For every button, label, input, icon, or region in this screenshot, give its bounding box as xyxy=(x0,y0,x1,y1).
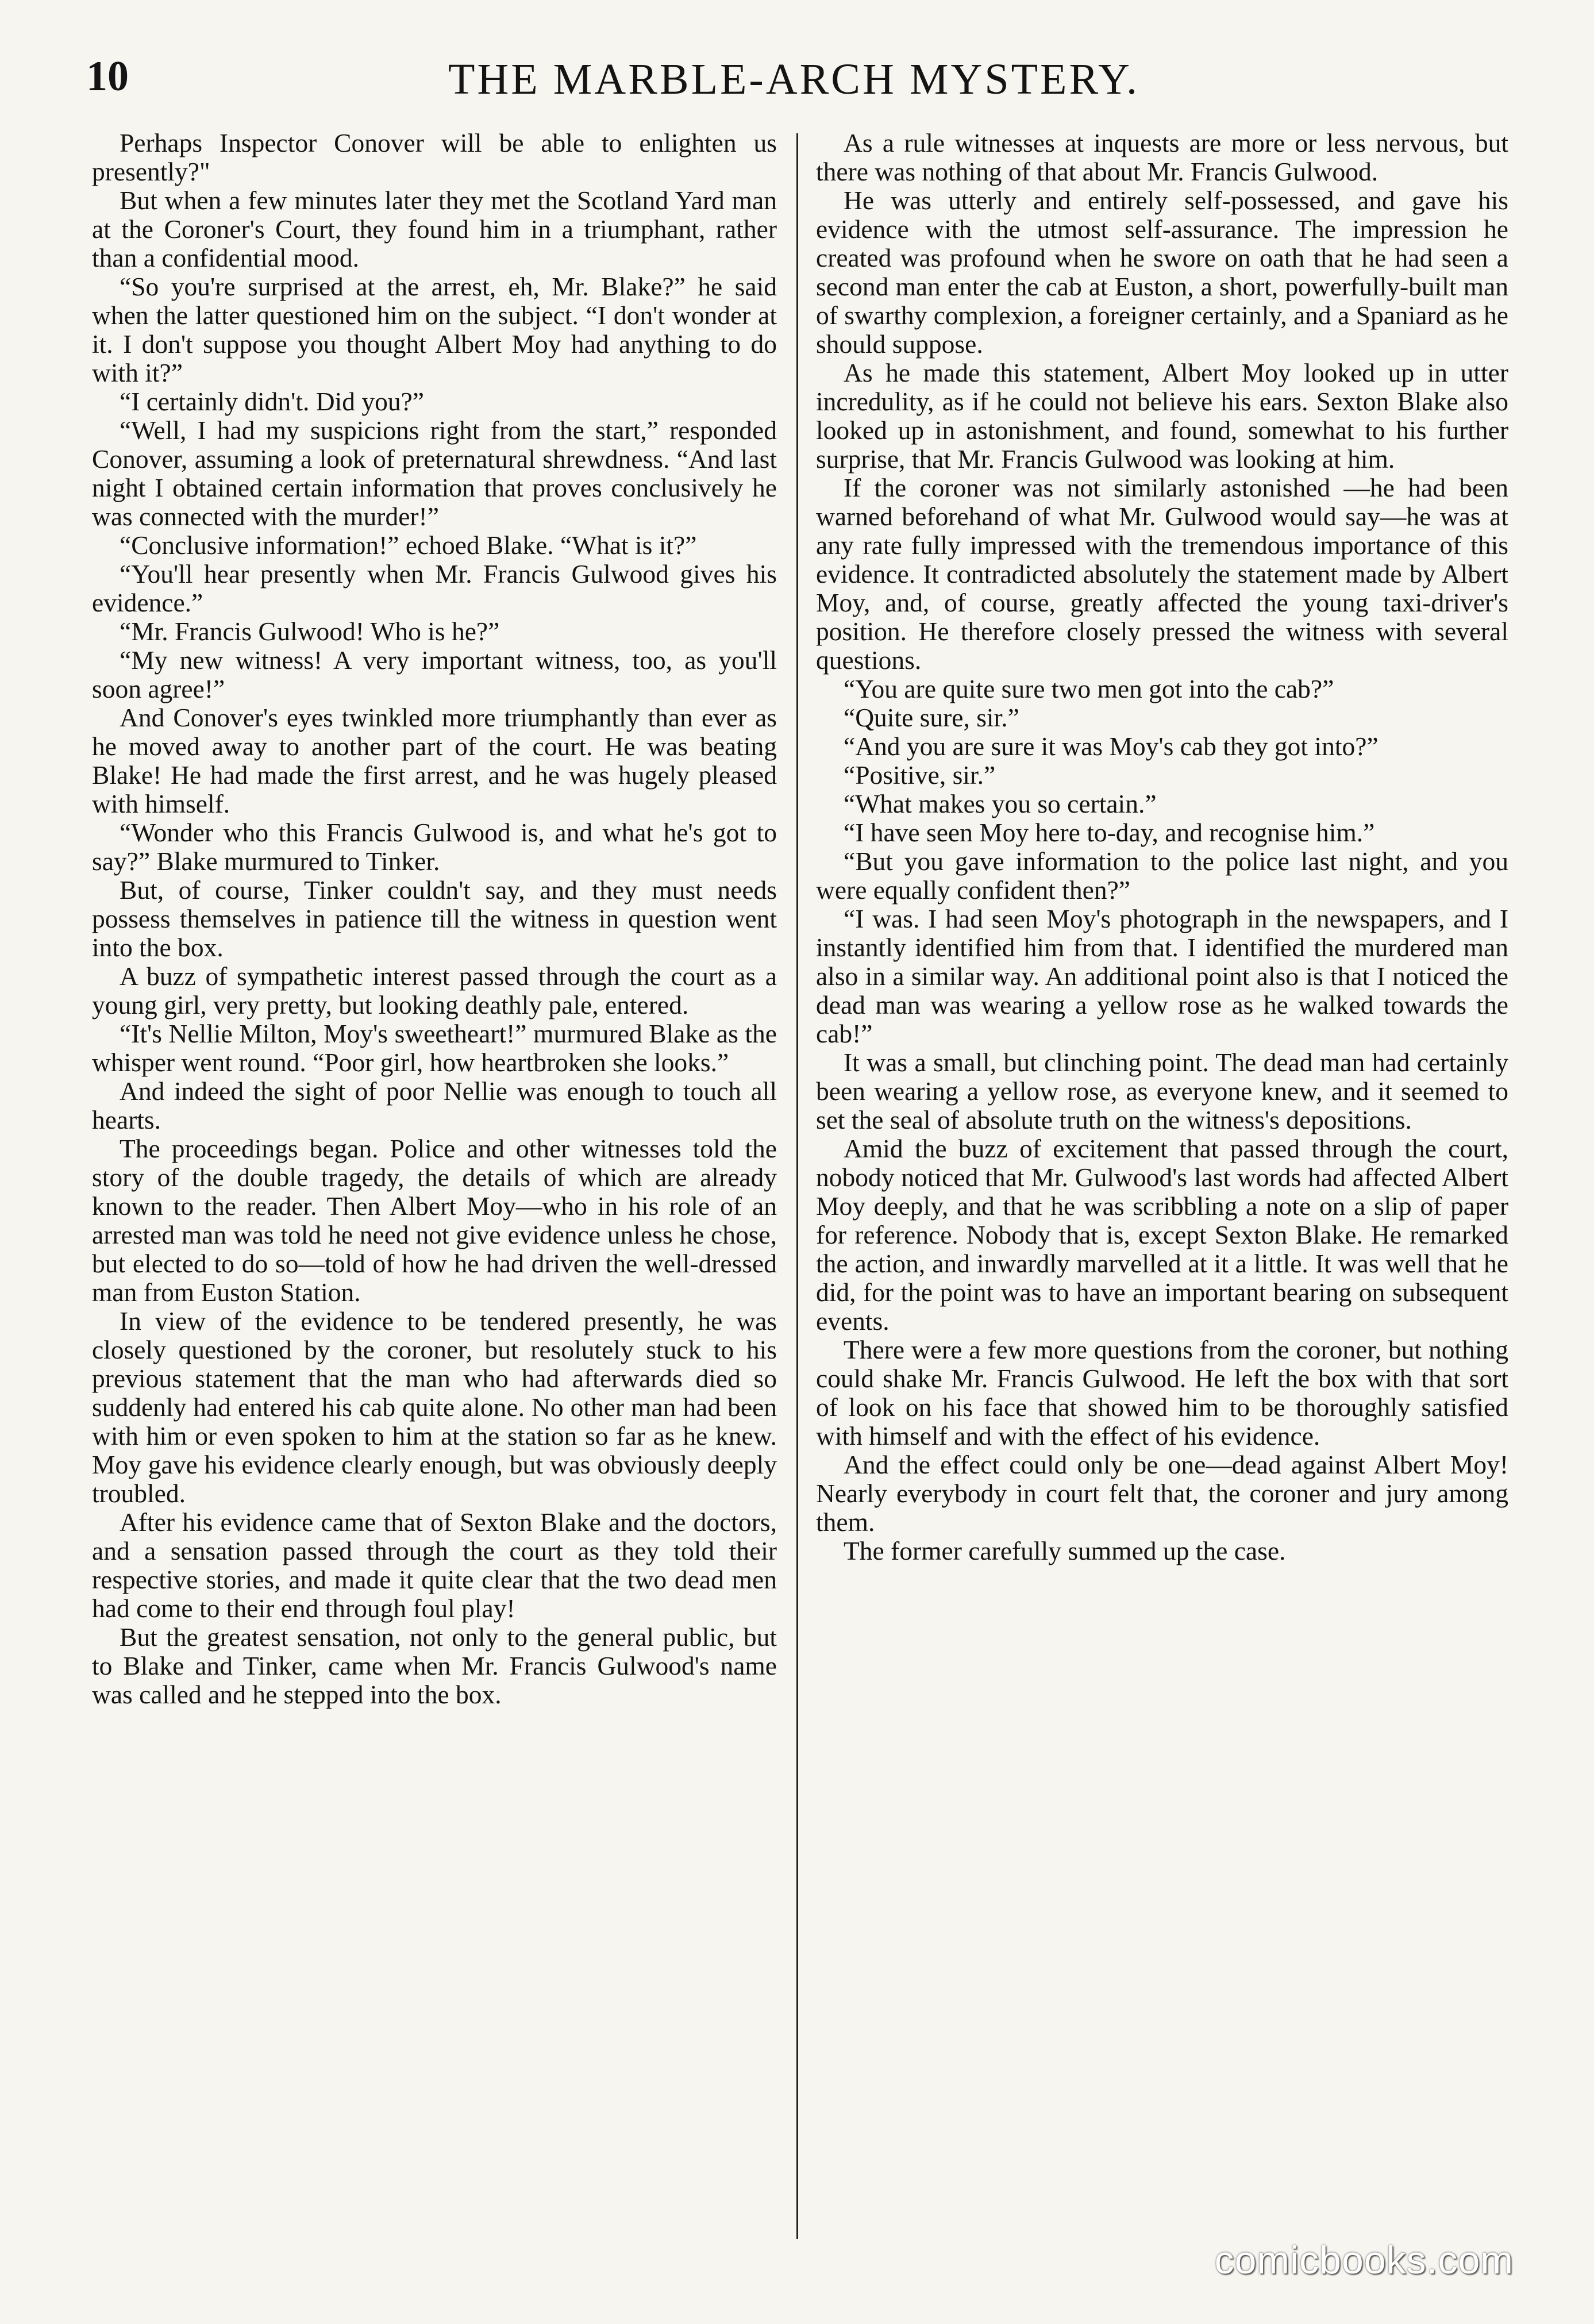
paragraph: Perhaps Inspector Conover will be able to enlighten us presently?" xyxy=(92,129,777,186)
column-divider xyxy=(796,133,798,2239)
paragraph: “It's Nellie Milton, Moy's sweetheart!” murmured Blake as the whisper went round. “Poor girl, how heartbroken she looks.” xyxy=(92,1019,777,1077)
paragraph: “Mr. Francis Gulwood! Who is he?” xyxy=(120,617,500,646)
paragraph: But, of course, Tinker couldn't say, and they must needs possess themselves in patience till the witness in question went into the box. xyxy=(92,875,777,962)
paragraph: And the effect could only be one—dead against Albert Moy! Nearly everybody in court felt that, the coroner and jury among them. xyxy=(816,1450,1508,1537)
page-number: 10 xyxy=(86,53,129,100)
paragraph: “I certainly didn't. Did you?” xyxy=(120,387,425,416)
paragraph: “You'll hear presently when Mr. Francis Gulwood gives his evidence.” xyxy=(92,559,777,617)
paragraph: “And you are sure it was Moy's cab they got into?” xyxy=(844,732,1379,761)
paragraph: “Positive, sir.” xyxy=(844,760,996,790)
paragraph: “Well, I had my suspicions right from the start,” responded Conover, assuming a look of preternatural shrewdness. “And last night I obtained certain information that proves conclusively he was connected with the murder!” xyxy=(92,415,777,531)
paragraph: But the greatest sensation, not only to the general public, but to Blake and Tinker, came when Mr. Francis Gulwood's name was called and he stepped into the box. xyxy=(92,1622,777,1709)
paragraph: Amid the buzz of excitement that passed through the court, nobody noticed that Mr. Gulwood's last words had affected Albert Moy deeply, and that he was scribbling a note on a slip of paper for reference. Nobody that is, except Sexton Blake. He remarked the action, and inwardly marvelled at it a little. It was well that he did, for the point was to have an important bearing on subsequent events. xyxy=(816,1134,1508,1336)
paragraph: “What makes you so certain.” xyxy=(844,789,1157,818)
paragraph: As a rule witnesses at inquests are more or less nervous, but there was nothing of that about Mr. Francis Gulwood. xyxy=(816,129,1508,186)
page-header-title: THE MARBLE-ARCH MYSTERY. xyxy=(448,55,1140,103)
paragraph: “Wonder who this Francis Gulwood is, and what he's got to say?” Blake murmured to Tinker. xyxy=(92,818,777,876)
paragraph: “But you gave information to the police last night, and you were equally confident then?” xyxy=(816,847,1508,905)
paragraph: There were a few more questions from the coroner, but nothing could shake Mr. Francis Gulwood. He left the box with that sort of look on his face that showed him to be thoroughly satisfied with himself and with the effect of his evidence. xyxy=(816,1335,1508,1450)
watermark: comicbooks.com xyxy=(1214,2238,1514,2282)
paragraph: “My new witness! A very important witness, too, as you'll soon agree!” xyxy=(92,645,777,703)
paragraph: He was utterly and entirely self-possessed, and gave his evidence with the utmost self-assurance. The impression he created was profound when he swore on oath that he had seen a second man enter the cab at Euston, a short, powerfully-built man of swarthy complexion, a foreigner certainly, and a Spaniard as he should suppose. xyxy=(816,186,1508,359)
paragraph: “You are quite sure two men got into the cab?” xyxy=(844,674,1334,703)
paragraph: In view of the evidence to be tendered presently, he was closely questioned by the coroner, but resolutely stuck to his previous statement that the man who had afterwards died so suddenly had entered his cab quite alone. No other man had been with him or even spoken to him at the station so far as he knew. Moy gave his evidence clearly enough, but was obviously deeply troubled. xyxy=(92,1306,777,1508)
paragraph: “So you're surprised at the arrest, eh, Mr. Blake?” he said when the latter questioned him on the subject. “I don't wonder at it. I don't suppose you thought Albert Moy had anything to do with it?” xyxy=(92,272,777,387)
paragraph: The proceedings began. Police and other witnesses told the story of the double tragedy, the details of which are already known to the reader. Then Albert Moy—who in his role of an arrested man was told he need not give evidence unless he chose, but elected to do so—told of how he had driven the well-dressed man from Euston Station. xyxy=(92,1134,777,1307)
paragraph: If the coroner was not similarly astonished —he had been warned beforehand of what Mr. Gulwood would say—he was at any rate fully impressed with the tremendous importance of this evidence. It contradicted absolutely the statement made by Albert Moy, and, of course, greatly affected the young taxi-driver's position. He therefore closely pressed the witness with several questions. xyxy=(816,473,1508,675)
paragraph: The former carefully summed up the case. xyxy=(844,1536,1286,1565)
paragraph: And Conover's eyes twinkled more triumphantly than ever as he moved away to another part of the court. He was beating Blake! He had made the first arrest, and he was hugely pleased with himself. xyxy=(92,703,777,818)
paragraph: “Conclusive information!” echoed Blake. “What is it?” xyxy=(120,530,697,560)
right-column xyxy=(816,129,1508,2244)
paragraph: It was a small, but clinching point. The dead man had certainly been wearing a yellow rose, as everyone knew, and it seemed to set the seal of absolute truth on the witness's depositions. xyxy=(816,1048,1508,1134)
paragraph: But when a few minutes later they met the Scotland Yard man at the Coroner's Court, they found him in a triumphant, rather than a confidential mood. xyxy=(92,186,777,272)
paragraph: “I was. I had seen Moy's photograph in the newspapers, and I instantly identified him from that. I identified the murdered man also in a similar way. An additional point also is that I noticed the dead man was wearing a yellow rose as he walked towards the cab!” xyxy=(816,904,1508,1048)
paragraph: After his evidence came that of Sexton Blake and the doctors, and a sensation passed through the court as they told their respective stories, and made it quite clear that the two dead men had come to their end through foul play! xyxy=(92,1507,777,1623)
paragraph: As he made this statement, Albert Moy looked up in utter incredulity, as if he could not believe his ears. Sexton Blake also looked up in astonishment, and found, somewhat to his further surprise, that Mr. Francis Gulwood was looking at him. xyxy=(816,358,1508,474)
paragraph: “I have seen Moy here to-day, and recognise him.” xyxy=(844,818,1375,847)
paragraph: And indeed the sight of poor Nellie was enough to touch all hearts. xyxy=(92,1076,777,1134)
paragraph: A buzz of sympathetic interest passed through the court as a young girl, very pretty, but looking deathly pale, entered. xyxy=(92,961,777,1019)
paragraph: “Quite sure, sir.” xyxy=(844,703,1019,732)
left-column xyxy=(92,129,777,2244)
